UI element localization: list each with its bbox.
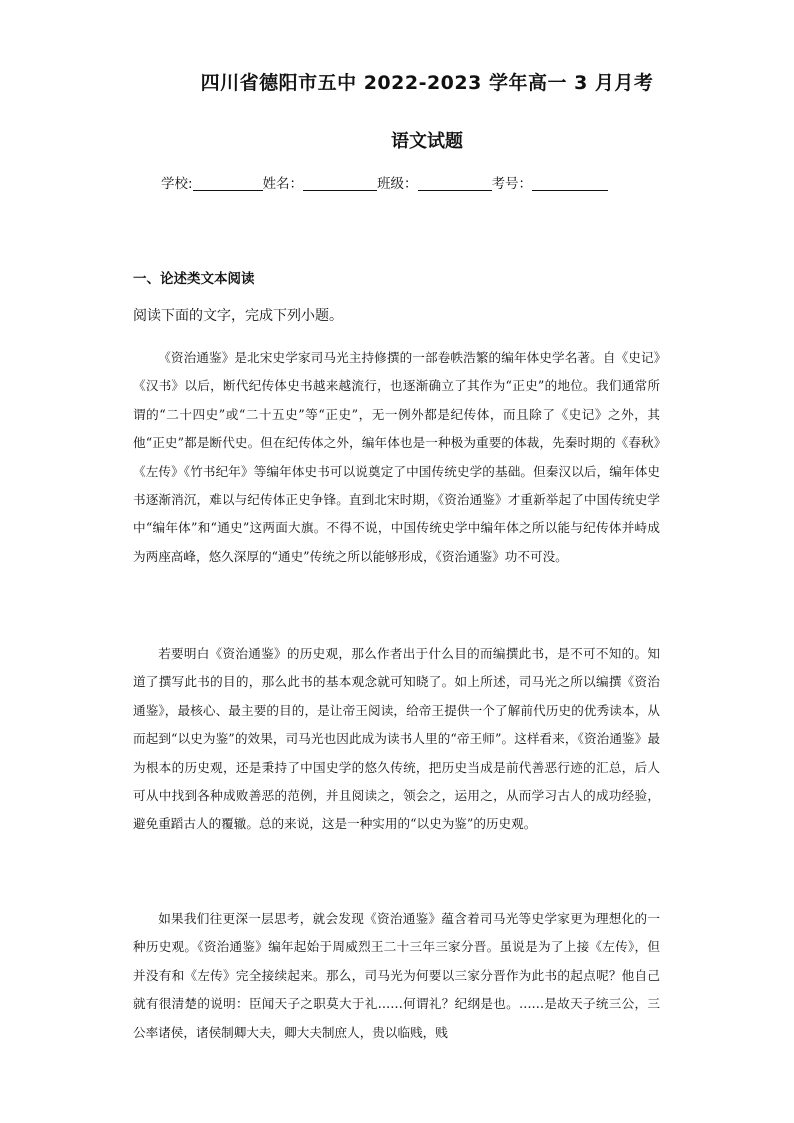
passage-paragraph-3: 如果我们往更深一层思考，就会发现《资治通鉴》蕴含着司马光等史学家更为理想化的一种历史观。《资治通鉴》编年起始于周威烈王二十三年三家分晋。虽说是为了上接《左传》，但并没有和《左传》完全接续起来。那么，司马光为何要以三家分晋作为此书的起点呢？他自己就有很清楚的说明：臣闻天子之职莫大于礼……何谓礼？纪纲是也。……是故天子统三公，三公率诸侯，诸侯制卿大夫，卿大夫制庶人，贵以临贱，贱 (133, 911, 660, 1040)
name-label: 姓名： (262, 176, 304, 192)
student-info-fields (161, 172, 641, 192)
reading-instruction: 阅读下面的文字，完成下列小题。 (133, 308, 343, 324)
page-subtitle: 语文试题 (391, 131, 463, 152)
passage-paragraph-2: 若要明白《资治通鉴》的历史观，那么作者出于什么目的而编撰此书，是不可不知的。知道了撰写此书的目的，那么此书的基本观念就可知晓了。如上所述，司马光之所以编撰《资治通鉴》，最核心、最主要的目的，是让帝王阅读，给帝王提供一个了解前代历史的优秀读本，从而起到“以史为鉴”的效果，司马光也因此成为读书人里的“帝王师”。这样看来，《资治通鉴》最为根本的历史观，还是秉持了中国史学的悠久传统，把历史当成是前代善恶行迹的汇总，后人可从中找到各种成败善恶的范例，并且阅读之，领会之，运用之，从而学习古人的成功经验，避免重蹈古人的覆辙。总的来说，这是一种实用的“以史为鉴”的历史观。 (133, 646, 660, 832)
exam-no-blank[interactable] (532, 175, 608, 191)
class-label: 班级： (377, 176, 418, 192)
name-blank[interactable] (303, 175, 377, 191)
class-blank[interactable] (418, 175, 492, 191)
passage-paragraph-1: 《资治通鉴》是北宋史学家司马光主持修撰的一部卷帙浩繁的编年体史学名著。自《史记》《汉书》以后，断代纪传体史书越来越流行，也逐渐确立了其作为“正史”的地位。我们通常所谓的“二十四史”或“二十五史”等“正史”，无一例外都是纪传体，而且除了《史记》之外，其他“正史”都是断代史。但在纪传体之外，编年体也是一种极为重要的体裁，先秦时期的《春秋》《左传》《竹书纪年》等编年体史书可以说奠定了中国传统史学的基础。但秦汉以后，编年体史书逐渐消沉，难以与纪传体正史争锋。直到北宋时期，《资治通鉴》才重新举起了中国传统史学中“编年体”和“通史”这两面大旗。不得不说，中国传统史学中编年体之所以能与纪传体并峙成为两座高峰，悠久深厚的“通史”传统之所以能够形成，《资治通鉴》功不可没。 (133, 350, 660, 564)
school-blank[interactable] (193, 175, 263, 191)
page-title: 四川省德阳市五中 2022-2023 学年高一 3 月月考 (200, 72, 654, 94)
exam-no-label: 考号： (491, 176, 533, 192)
section-heading: 一、论述类文本阅读 (133, 271, 255, 287)
school-label: 学校: (161, 176, 193, 192)
